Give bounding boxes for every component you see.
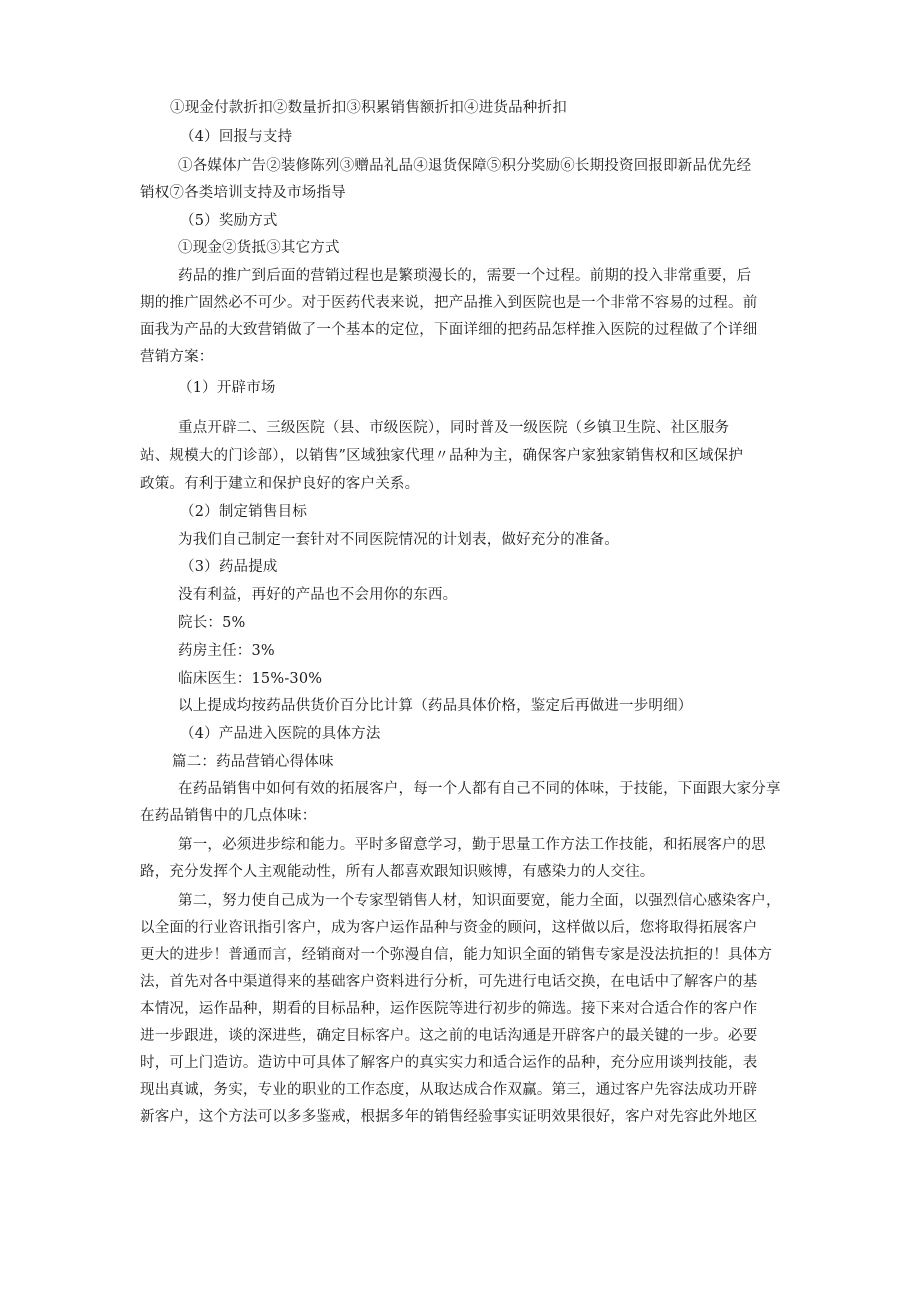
text-line: 为我们自己制定一套针对不同医院情况的计划表，做好充分的准备。 [178,532,619,548]
text-line: 没有利益，再好的产品也不会用你的东西。 [178,587,458,603]
text-line: ①现金②货抵③其它方式 [178,240,340,256]
section-heading: （4）产品进入医院的具体方法 [180,726,381,742]
text-line: ①现金付款折扣②数量折扣③积累销售额折扣④进货品种折扣 [170,100,567,116]
text-line: 在药品销售中如何有效的拓展客户，每一个人都有自己不同的体味，于技能，下面跟大家分享 [178,781,781,797]
section-heading: （5）奖励方式 [180,213,278,229]
text-line: 新客户，这个方法可以多多鉴戒，根据多年的销售经验事实证明效果很好，客户对先容此外地区 [140,1109,758,1125]
chapter-heading: 篇二：药品营销心得体味 [172,754,334,770]
text-line: 药房主任：3% [178,643,275,659]
text-line: 时，可上门造访。造访中可具体了解客户的真实实力和适合运作的品种，充分应用谈判技能，表 [140,1055,758,1071]
text-line: 在药品销售中的几点体味： [140,808,317,824]
text-line: 法，首先对各中渠道得来的基础客户资料进行分析，可先进行电话交换，在电话中了解客户的基 [140,974,758,990]
section-heading: （4）回报与支持 [180,129,293,145]
text-line: 路，充分发挥个人主观能动性，所有人都喜欢跟知识赅博，有感染力的人交往。 [140,864,655,880]
text-line: 以全面的行业咨讯指引客户，成为客户运作品种与资金的顾问，这样做以后，您将取得拓展客户 [140,920,758,936]
text-line: 期的推广固然必不可少。对于医药代表来说，把产品推入到医院也是一个非常不容易的过程。前 [140,295,758,311]
text-line: 院长：5% [178,615,246,631]
text-line: 重点开辟二、三级医院（县、市级医院），同时普及一级医院（乡镇卫生院、社区服务 [178,420,730,436]
text-line: 营销方案： [140,349,214,365]
text-line: 进一步跟进，谈的深进些，确定目标客户。这之前的电话沟通是开辟客户的最关键的一步。必要 [140,1028,758,1044]
text-line: 销权⑦各类培训支持及市场指导 [140,185,346,201]
section-heading: （1）开辟市场 [178,380,276,396]
text-line: ①各媒体广告②装修陈列③赠品礼品④退货保障⑤积分奖励⑥长期投资回报即新品优先经 [178,158,752,174]
text-line: 更大的进步！普通而言，经销商对一个弥漫自信，能力知识全面的销售专家是没法抗拒的！具体方 [140,947,773,963]
section-heading: （2）制定销售目标 [180,504,308,520]
text-line: 政策。有利于建立和保护良好的客户关系。 [140,476,420,492]
text-line: 第二，努力使自己成为一个专家型销售人材，知识面要宽，能力全面，以强烈信心感染客户， [178,893,781,909]
text-line: 临床医生：15%-30% [178,671,323,687]
text-line: 以上提成均按药品供货价百分比计算（药品具体价格，鉴定后再做进一步明细） [178,698,693,714]
text-line: 第一，必须进步综和能力。平时多留意学习，勤于思量工作方法工作技能，和拓展客户的思 [178,837,766,853]
text-line: 站、规模大的门诊部），以销售”区域独家代理〃品种为主，确保客户家独家销售权和区域保护 [140,448,744,464]
text-line: 面我为产品的大致营销做了一个基本的定位，下面详细的把药品怎样推入医院的过程做了个详细 [140,322,758,338]
text-line: 现出真诚，务实，专业的职业的工作态度，从取达成合作双赢。第三，通过客户先容法成功开辟 [140,1082,758,1098]
text-line: 药品的推广到后面的营销过程也是繁琐漫长的，需要一个过程。前期的投入非常重要，后 [178,268,752,284]
text-line: 本情况，运作品种，期看的目标品种，运作医院等进行初步的筛选。接下来对合适合作的客户作 [140,1001,758,1017]
section-heading: （3）药品提成 [180,559,278,575]
